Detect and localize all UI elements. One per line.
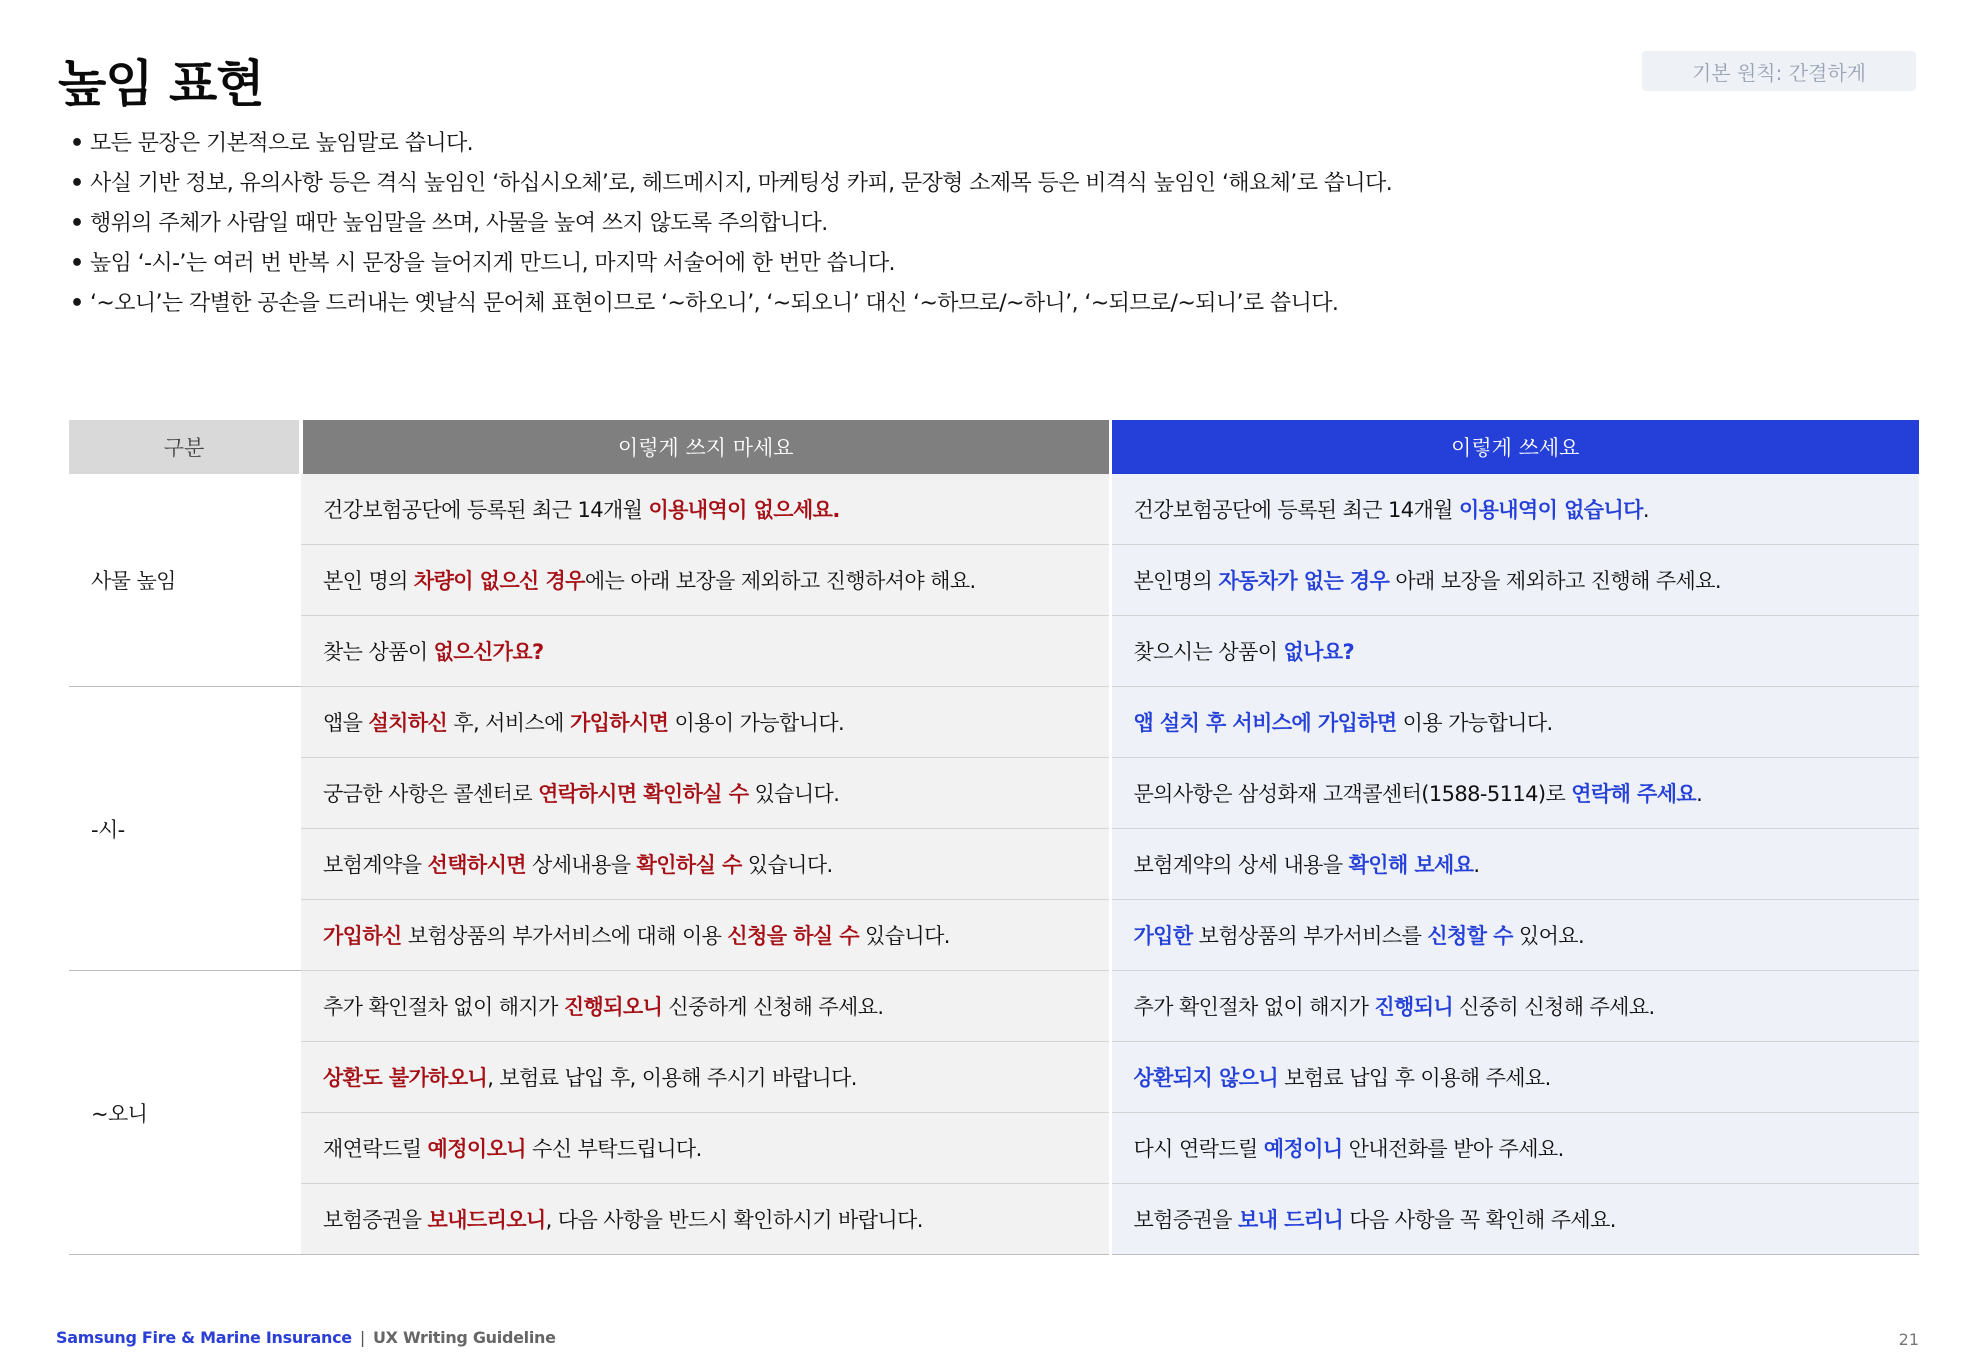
footer-separator: | bbox=[359, 1328, 365, 1347]
highlight-incorrect: 확인하실 수 bbox=[636, 853, 742, 877]
bullet-item bbox=[70, 204, 1392, 244]
example-text: 본인 명의 bbox=[323, 569, 414, 593]
example-text: 에는 아래 보장을 제외하고 진행하셔야 해요. bbox=[584, 569, 976, 593]
example-text: 후, 서비스에 bbox=[447, 711, 570, 735]
dont-example bbox=[301, 758, 1110, 829]
highlight-incorrect: 신청을 하실 수 bbox=[727, 924, 859, 948]
guideline-bullet-list bbox=[70, 124, 1392, 324]
do-example bbox=[1110, 474, 1919, 545]
do-example bbox=[1110, 687, 1919, 758]
dont-example bbox=[301, 545, 1110, 616]
example-text: 상세내용을 bbox=[525, 853, 637, 877]
table-row bbox=[69, 474, 1919, 545]
highlight-incorrect: 없으신가요? bbox=[433, 640, 544, 664]
do-example bbox=[1110, 545, 1919, 616]
highlight-correct: 확인해 보세요 bbox=[1348, 853, 1474, 877]
example-text: 앱을 bbox=[323, 711, 369, 735]
do-example bbox=[1110, 616, 1919, 687]
example-text: 수신 부탁드립니다. bbox=[525, 1137, 702, 1161]
example-text: 다시 연락드릴 bbox=[1133, 1137, 1264, 1161]
example-text: 찾으시는 상품이 bbox=[1133, 640, 1284, 664]
example-text: 건강보험공단에 등록된 최근 14개월 bbox=[323, 498, 649, 522]
highlight-incorrect: 차량이 없으신 경우 bbox=[413, 569, 585, 593]
table-row bbox=[69, 900, 1919, 971]
highlight-correct: 예정이니 bbox=[1263, 1137, 1343, 1161]
example-text: 이용 가능합니다. bbox=[1396, 711, 1553, 735]
page-number: 21 bbox=[1898, 1330, 1919, 1349]
bullet-item bbox=[70, 124, 1392, 164]
example-text: 찾는 상품이 bbox=[323, 640, 434, 664]
example-text: 있습니다. bbox=[748, 782, 840, 806]
example-text: 보험계약을 bbox=[323, 853, 428, 877]
example-text: 보험증권을 bbox=[1133, 1208, 1239, 1232]
example-text: 보험료 납입 후 이용해 주세요. bbox=[1278, 1066, 1551, 1090]
table-header-row bbox=[69, 420, 1919, 474]
comparison-table bbox=[69, 420, 1919, 1255]
bullet-text: 모든 문장은 기본적으로 높임말로 씁니다. bbox=[90, 131, 474, 156]
dont-example bbox=[301, 1184, 1110, 1255]
do-example bbox=[1110, 758, 1919, 829]
example-text: 추가 확인절차 없이 해지가 bbox=[1133, 995, 1375, 1019]
example-text: 안내전화를 받아 주세요. bbox=[1342, 1137, 1564, 1161]
example-text: 보험상품의 부가서비스를 bbox=[1192, 924, 1428, 948]
table-row bbox=[69, 1113, 1919, 1184]
highlight-incorrect: 설치하신 bbox=[368, 711, 448, 735]
dont-example bbox=[301, 971, 1110, 1042]
example-text: , 보험료 납입 후, 이용해 주시기 바랍니다. bbox=[487, 1066, 857, 1090]
example-text: 있습니다. bbox=[858, 924, 950, 948]
example-text: 보험계약의 상세 내용을 bbox=[1133, 853, 1349, 877]
category-cell-oni: ~오니 bbox=[69, 971, 301, 1255]
example-text: , 다음 사항을 반드시 확인하시기 바랍니다. bbox=[545, 1208, 923, 1232]
table-row bbox=[69, 829, 1919, 900]
header-do: 이렇게 쓰세요 bbox=[1110, 420, 1919, 474]
dont-example bbox=[301, 1113, 1110, 1184]
example-text: 추가 확인절차 없이 해지가 bbox=[323, 995, 564, 1019]
bullet-item bbox=[70, 284, 1392, 324]
highlight-incorrect: 가입하시면 bbox=[569, 711, 669, 735]
bullet-item bbox=[70, 244, 1392, 284]
example-text: 다음 사항을 꼭 확인해 주세요. bbox=[1343, 1208, 1616, 1232]
bullet-dot-icon: • bbox=[70, 131, 84, 156]
table-row bbox=[69, 758, 1919, 829]
example-text: 궁금한 사항은 콜센터로 bbox=[323, 782, 539, 806]
example-text: . bbox=[1473, 853, 1480, 877]
table-row bbox=[69, 1184, 1919, 1255]
highlight-incorrect: 보내드리오니 bbox=[427, 1208, 546, 1232]
dont-example bbox=[301, 687, 1110, 758]
highlight-incorrect: 이용내역이 없으세요. bbox=[648, 498, 840, 522]
bullet-dot-icon: • bbox=[70, 251, 84, 276]
footer-guide-title: UX Writing Guideline bbox=[372, 1328, 556, 1347]
header-category: 구분 bbox=[69, 420, 301, 474]
footer bbox=[56, 1328, 556, 1347]
dont-example bbox=[301, 474, 1110, 545]
table-row bbox=[69, 616, 1919, 687]
highlight-incorrect: 진행되오니 bbox=[563, 995, 663, 1019]
table-row bbox=[69, 1042, 1919, 1113]
highlight-incorrect: 상환도 불가하오니 bbox=[323, 1066, 488, 1090]
bullet-dot-icon: • bbox=[70, 171, 84, 196]
do-example bbox=[1110, 1113, 1919, 1184]
highlight-correct: 없나요? bbox=[1283, 640, 1355, 664]
table-row bbox=[69, 545, 1919, 616]
footer-brand-logo: Samsung Fire & Marine Insurance bbox=[56, 1328, 352, 1347]
category-cell-si: -시- bbox=[69, 687, 301, 971]
example-text: 보험상품의 부가서비스에 대해 이용 bbox=[401, 924, 728, 948]
bullet-text: 사실 기반 정보, 유의사항 등은 격식 높임인 ‘하십시오체’로, 헤드메시지, 마케팅성 카피, 문장형 소제목 등은 비격식 높임인 ‘해요체’로 씁니다. bbox=[90, 171, 1393, 196]
example-text: 있어요. bbox=[1512, 924, 1585, 948]
do-example bbox=[1110, 829, 1919, 900]
example-text: 아래 보장을 제외하고 진행해 주세요. bbox=[1389, 569, 1721, 593]
highlight-correct: 상환되지 않으니 bbox=[1133, 1066, 1279, 1090]
bullet-text: 높임 ‘-시-’는 여러 번 반복 시 문장을 늘어지게 만드니, 마지막 서술어에 한 번만 씁니다. bbox=[90, 251, 895, 276]
bullet-dot-icon: • bbox=[70, 291, 84, 316]
highlight-correct: 연락해 주세요 bbox=[1571, 782, 1697, 806]
bullet-text: ‘~오니’는 각별한 공손을 드러내는 옛날식 문어체 표현이므로 ‘~하오니’, ‘~되오니’ 대신 ‘~하므로/~하니’, ‘~되므로/~되니’로 씁니다. bbox=[90, 291, 1339, 316]
highlight-correct: 진행되니 bbox=[1374, 995, 1454, 1019]
do-example bbox=[1110, 1042, 1919, 1113]
do-example bbox=[1110, 971, 1919, 1042]
header-dont: 이렇게 쓰지 마세요 bbox=[301, 420, 1110, 474]
example-text: . bbox=[1642, 498, 1649, 522]
highlight-correct: 가입한 bbox=[1133, 924, 1193, 948]
highlight-incorrect: 연락하시면 확인하실 수 bbox=[538, 782, 749, 806]
principle-badge: 기본 원칙: 간결하게 bbox=[1642, 51, 1916, 91]
example-text: 보험증권을 bbox=[323, 1208, 428, 1232]
dont-example bbox=[301, 900, 1110, 971]
highlight-correct: 자동차가 없는 경우 bbox=[1218, 569, 1390, 593]
example-text: 있습니다. bbox=[741, 853, 833, 877]
category-cell-object-honorific: 사물 높임 bbox=[69, 474, 301, 687]
do-example bbox=[1110, 900, 1919, 971]
dont-example bbox=[301, 616, 1110, 687]
example-text: 문의사항은 삼성화재 고객콜센터(1588-5114)로 bbox=[1133, 782, 1572, 806]
example-text: 신중히 신청해 주세요. bbox=[1453, 995, 1655, 1019]
highlight-incorrect: 선택하시면 bbox=[427, 853, 526, 877]
highlight-correct: 이용내역이 없습니다 bbox=[1458, 498, 1643, 522]
highlight-incorrect: 예정이오니 bbox=[427, 1137, 526, 1161]
dont-example bbox=[301, 829, 1110, 900]
example-text: 건강보험공단에 등록된 최근 14개월 bbox=[1133, 498, 1459, 522]
highlight-correct: 앱 설치 후 서비스에 가입하면 bbox=[1133, 711, 1397, 735]
page-title: 높임 표현 bbox=[58, 55, 264, 113]
table-row bbox=[69, 971, 1919, 1042]
bullet-item bbox=[70, 164, 1392, 204]
do-example bbox=[1110, 1184, 1919, 1255]
example-text: 본인명의 bbox=[1133, 569, 1219, 593]
example-text: 재연락드릴 bbox=[323, 1137, 428, 1161]
bullet-text: 행위의 주체가 사람일 때만 높임말을 쓰며, 사물을 높여 쓰지 않도록 주의합니다. bbox=[90, 211, 828, 236]
table-row bbox=[69, 687, 1919, 758]
example-text: 신중하게 신청해 주세요. bbox=[662, 995, 884, 1019]
dont-example bbox=[301, 1042, 1110, 1113]
example-text: 이용이 가능합니다. bbox=[668, 711, 845, 735]
highlight-incorrect: 가입하신 bbox=[323, 924, 402, 948]
bullet-dot-icon: • bbox=[70, 211, 84, 236]
highlight-correct: 보내 드리니 bbox=[1238, 1208, 1344, 1232]
example-text: . bbox=[1696, 782, 1703, 806]
highlight-correct: 신청할 수 bbox=[1427, 924, 1513, 948]
